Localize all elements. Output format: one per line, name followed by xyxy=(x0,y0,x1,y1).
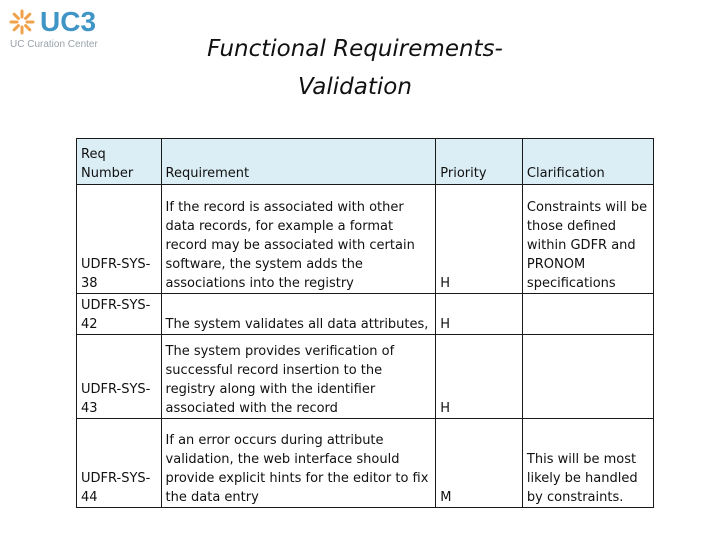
table-row xyxy=(77,294,654,335)
requirement-cell: The system provides verification of successful record insertion to the registry along with the identifier associated with the record xyxy=(161,335,436,419)
req-number-cell: UDFR-SYS-38 xyxy=(77,185,162,294)
req-number-cell: UDFR-SYS-42 xyxy=(77,294,162,335)
priority-cell: H xyxy=(436,294,523,335)
table-header-row xyxy=(77,139,654,185)
sunburst-icon xyxy=(8,8,36,36)
requirement-cell: If an error occurs during attribute validation, the web interface should provide explicit hints for the editor to fix the data entry xyxy=(161,419,436,508)
table-row xyxy=(77,419,654,508)
header-requirement: Requirement xyxy=(161,139,436,185)
header-priority: Priority xyxy=(436,139,523,185)
req-number-cell: UDFR-SYS-44 xyxy=(77,419,162,508)
priority-cell: H xyxy=(436,185,523,294)
table-row xyxy=(77,335,654,419)
requirement-cell: If the record is associated with other data records, for example a format record may be associated with certain software, the system adds the associations into the registry xyxy=(161,185,436,294)
header-clarification: Clarification xyxy=(522,139,653,185)
clarification-cell: Constraints will be those defined within GDFR and PRONOM specifications xyxy=(522,185,653,294)
title-line-1: Functional Requirements- xyxy=(207,36,503,62)
priority-cell: H xyxy=(436,335,523,419)
table-row xyxy=(77,185,654,294)
header-req-number: Req Number xyxy=(77,139,162,185)
clarification-cell xyxy=(522,294,653,335)
title-line-2: Validation xyxy=(298,74,412,100)
req-number-cell: UDFR-SYS-43 xyxy=(77,335,162,419)
logo-name: UC3 xyxy=(40,6,97,37)
page-title xyxy=(180,30,530,106)
priority-cell: M xyxy=(436,419,523,508)
requirement-cell: The system validates all data attributes, xyxy=(161,294,436,335)
clarification-cell xyxy=(522,335,653,419)
clarification-cell: This will be most likely be handled by constraints. xyxy=(522,419,653,508)
requirements-table xyxy=(76,138,654,508)
logo-subtitle: UC Curation Center xyxy=(10,39,98,50)
logo xyxy=(8,6,118,50)
